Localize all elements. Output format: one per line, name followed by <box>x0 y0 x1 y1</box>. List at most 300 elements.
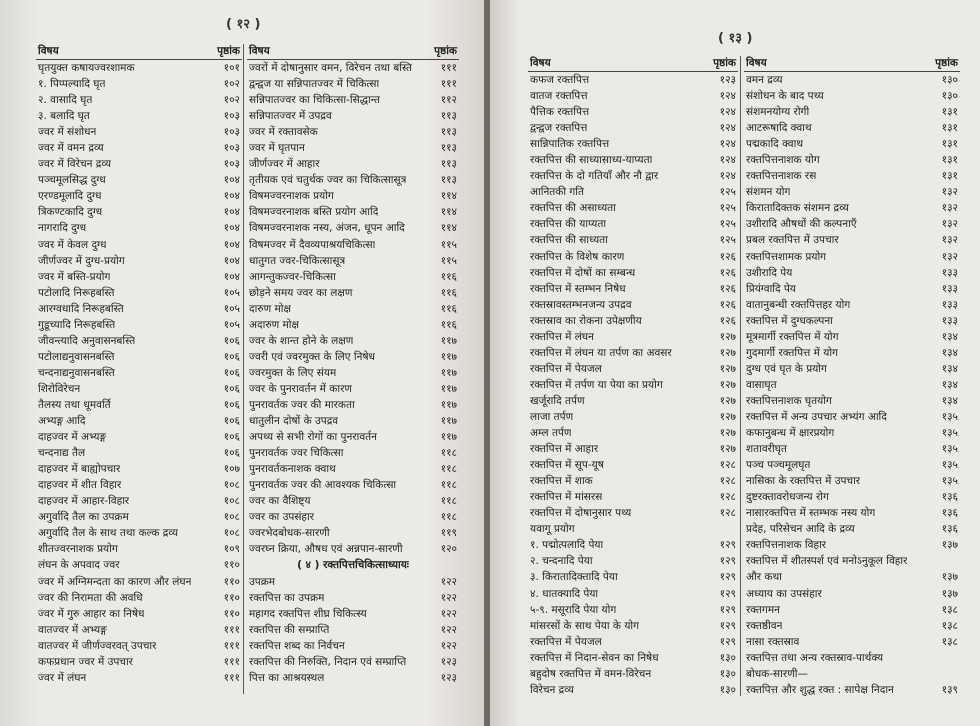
toc-entry-title: संशमनयोग्य रोगी <box>746 106 810 119</box>
toc-entry <box>36 525 242 541</box>
toc-entry <box>744 297 960 313</box>
toc-entry-title: अगुर्वादि तैल का उपक्रम <box>38 511 129 524</box>
toc-entry <box>36 269 242 285</box>
toc-entry-page: १०६ <box>223 350 240 363</box>
toc-entry-title: घृतयुक्त कषायज्वरशामक <box>38 62 135 75</box>
toc-column <box>744 56 960 698</box>
toc-entry-page: १०६ <box>223 334 240 347</box>
toc-entry-page: ११८ <box>440 447 457 460</box>
toc-entry-page: १२४ <box>719 170 736 183</box>
toc-entry-title: १. पिप्पल्यादि घृत <box>38 78 106 91</box>
toc-entry <box>528 618 738 634</box>
toc-entry-page: ११६ <box>440 318 457 331</box>
header-page: पृष्ठांक <box>434 45 457 57</box>
toc-entry-title: द्वन्द्वज या सन्निपातज्वर में चिकित्सा <box>249 78 380 91</box>
toc-entry-page: ११० <box>223 591 240 604</box>
toc-entry <box>744 505 960 521</box>
toc-entry <box>528 104 738 120</box>
toc-entry-title: रक्तपित्तशामक प्रयोग <box>746 250 827 263</box>
toc-entry <box>744 152 960 168</box>
toc-column <box>247 44 459 686</box>
toc-entry-page: १११ <box>223 623 240 636</box>
toc-entry <box>247 365 459 381</box>
page-number: ( १३ ) <box>718 31 753 46</box>
toc-entry <box>744 313 960 329</box>
toc-entry-title: ज्वर के पुनरावर्तन में कारण <box>249 382 352 395</box>
toc-entry <box>744 602 960 618</box>
header-page: पृष्ठांक <box>935 57 958 69</box>
toc-entry <box>36 541 242 557</box>
toc-entry-title: ज्वरभेदबोधक-सारणी <box>249 527 330 540</box>
toc-entry-title: विषमज्वर में दैवव्यपाश्रयचिकित्सा <box>249 238 376 251</box>
toc-entry-page: १०४ <box>223 254 240 267</box>
toc-entry-title: ३. किरातादिक्तादि पेया <box>530 571 618 584</box>
toc-entry-page: १३१ <box>941 170 958 183</box>
toc-entry <box>247 60 459 76</box>
toc-entry-page: १३२ <box>941 218 958 231</box>
toc-entry <box>744 120 960 136</box>
toc-entry <box>247 525 459 541</box>
toc-entry <box>744 441 960 457</box>
toc-entry-page: १२३ <box>440 655 457 668</box>
toc-entry <box>36 92 242 108</box>
toc-entry-title: द्वन्द्वज रक्तपित्त <box>530 122 588 135</box>
toc-entry-page: १११ <box>440 62 457 75</box>
toc-entry-title: लाजा तर्पण <box>530 411 574 423</box>
toc-entry-page: १२७ <box>719 394 736 407</box>
toc-entry-title: रक्तपित्तनाशक विहार <box>746 539 827 552</box>
toc-entry-title: रक्तपित्त तथा अन्य रक्तस्राव-पार्थक्य <box>746 651 884 664</box>
toc-entry <box>744 650 960 666</box>
toc-entry-title: गुदमार्गी रक्तपित्त में योग <box>746 346 838 359</box>
toc-entry-page: ११४ <box>440 206 457 219</box>
toc-entry-page: ११६ <box>440 286 457 299</box>
toc-entry <box>36 365 242 381</box>
toc-entry-page: १२८ <box>719 475 736 488</box>
toc-entry-title: तृतीयक एवं चतुर्थक ज्वर का चिकित्सासूत्र <box>249 174 407 187</box>
toc-entry <box>36 445 242 461</box>
toc-entry-page: १०१ <box>223 62 240 75</box>
toc-entry-page: १०६ <box>223 399 240 411</box>
toc-entry-title: उशीरादि औषधों की कल्पनाएँ <box>746 218 857 231</box>
toc-entry-page: ११८ <box>440 479 457 492</box>
toc-entry-page: १११ <box>440 78 457 91</box>
toc-entry-title: किरातादिक्तक संशमन द्रव्य <box>746 202 849 215</box>
toc-entry-page: ११७ <box>440 334 457 347</box>
toc-entry-title: वमन द्रव्य <box>746 74 783 87</box>
toc-entry <box>36 429 242 445</box>
toc-entry-title: संशमन योग <box>746 186 791 199</box>
toc-entry-page: १२५ <box>719 186 736 199</box>
toc-entry-title: बहुदोष रक्तपित्त में वमन-विरेचन <box>530 667 652 680</box>
toc-entry <box>528 361 738 377</box>
toc-entry <box>528 457 738 473</box>
toc-entry-page: ११५ <box>440 238 457 251</box>
toc-entry-title: वातज रक्तपित्त <box>530 90 588 103</box>
toc-entry-page: १११ <box>223 655 240 668</box>
toc-entry-page: १३८ <box>941 635 958 648</box>
toc-entry-title: रक्तपित्त और शुद्ध रक्त : सापेक्ष निदान <box>746 683 894 696</box>
toc-entry-title: २. वासादि घृत <box>38 94 93 107</box>
toc-entry <box>36 590 242 606</box>
toc-entry <box>528 232 738 248</box>
toc-entry-page: १३१ <box>941 154 958 167</box>
toc-entry <box>744 586 960 602</box>
toc-entry-page: १२९ <box>719 571 736 584</box>
page-number: ( १२ ) <box>226 17 261 32</box>
toc-entry-title: पुनरावर्तक ज्वर की आवश्यक चिकित्सा <box>249 479 397 492</box>
toc-entry-title: पटोलाद्यनुवासनबस्ति <box>38 350 115 363</box>
toc-entry-page: १२६ <box>719 266 736 279</box>
toc-entry <box>528 489 738 505</box>
toc-entry <box>36 108 242 124</box>
toc-entry <box>247 140 459 156</box>
toc-entry-title: पुनरावर्तक ज्वर चिकित्सा <box>249 447 344 460</box>
toc-entry <box>247 622 459 638</box>
toc-entry <box>247 429 459 445</box>
toc-entry <box>528 152 738 168</box>
toc-entry <box>744 393 960 409</box>
toc-entry <box>528 184 738 200</box>
header-subject: विषय <box>746 57 767 69</box>
toc-entry <box>36 253 242 269</box>
toc-entry-title: अध्याय का उपसंहार <box>746 587 822 600</box>
toc-entry-page: १२७ <box>719 411 736 423</box>
toc-entry <box>528 297 738 313</box>
toc-entry-title: शिरोविरेचन <box>38 382 81 395</box>
toc-entry <box>528 602 738 618</box>
toc-entry-title: आटरूषादि क्वाथ <box>746 122 812 135</box>
toc-entry <box>36 301 242 317</box>
toc-entry-title: रक्तपित्तनाशक योग <box>746 154 820 167</box>
toc-entry <box>528 249 738 265</box>
toc-entry <box>528 281 738 297</box>
toc-entry-title: पञ्च पञ्चमूलघृत <box>746 459 811 472</box>
toc-entry-title: मांसरसों के साथ पेया के योग <box>530 619 640 632</box>
toc-entry <box>247 574 459 590</box>
toc-entry <box>528 120 738 136</box>
toc-entry-page: १३५ <box>941 411 958 423</box>
toc-entry-title: दाहज्वर में आहार-विहार <box>38 495 130 508</box>
toc-entry <box>528 409 738 425</box>
toc-entry-page: ११८ <box>440 511 457 524</box>
toc-entry-page: १३२ <box>941 202 958 215</box>
toc-entry <box>36 670 242 686</box>
toc-entry-page: १०२ <box>223 94 240 107</box>
toc-entry-page: १३० <box>719 683 736 696</box>
toc-entry <box>36 461 242 477</box>
toc-entry <box>744 537 960 553</box>
toc-entry-page: १३८ <box>941 619 958 632</box>
toc-entry-page: १०६ <box>223 366 240 379</box>
toc-entry <box>36 76 242 92</box>
toc-entry-page: ११३ <box>440 142 457 155</box>
toc-entry <box>36 557 242 573</box>
toc-entry <box>744 281 960 297</box>
toc-entry-page: १३० <box>719 667 736 680</box>
toc-entry <box>247 317 459 333</box>
toc-entry-page: १२२ <box>440 591 457 604</box>
toc-entry <box>247 285 459 301</box>
toc-entry-title: आनितकी गति <box>530 186 584 199</box>
toc-entry-page: १२६ <box>719 282 736 295</box>
toc-entry-title: ५-९. मसूरादि पेया योग <box>530 603 617 616</box>
toc-entry <box>247 204 459 220</box>
toc-entry-page: १३५ <box>941 443 958 456</box>
toc-entry-page: ११० <box>223 607 240 620</box>
toc-entry-page: १२९ <box>719 619 736 632</box>
toc-entry <box>247 269 459 285</box>
toc-entry <box>36 124 242 140</box>
toc-entry <box>247 606 459 622</box>
toc-entry-title: रक्तगमन <box>746 603 780 616</box>
toc-entry-page: १०६ <box>223 415 240 428</box>
toc-entry <box>247 670 459 686</box>
toc-entry-page: १२७ <box>719 362 736 375</box>
toc-entry <box>528 666 738 682</box>
toc-entry-title: यवागू प्रयोग <box>530 523 575 536</box>
toc-entry <box>36 477 242 493</box>
toc-entry-title: रक्तपित्त की सम्प्राप्ति <box>249 623 330 636</box>
toc-entry <box>528 537 738 553</box>
toc-entry-title: बोधक-सारणी— <box>746 667 808 680</box>
toc-entry-page: ११७ <box>440 366 457 379</box>
toc-entry-page: १२६ <box>719 314 736 327</box>
toc-entry-title: गुडूच्यादि निरूहबस्ति <box>38 318 116 331</box>
toc-entry <box>247 253 459 269</box>
toc-entry-page: १२९ <box>719 555 736 568</box>
toc-entry <box>528 88 738 104</box>
toc-entry-page: १११ <box>223 671 240 684</box>
toc-entry-page: १०५ <box>223 286 240 299</box>
toc-entry <box>36 156 242 172</box>
toc-entry-title: रक्तपित्त में शाक <box>530 475 593 488</box>
toc-entry <box>247 541 459 557</box>
toc-entry-title: ज्वरी एवं ज्वरमुक्त के लिए निषेध <box>249 350 376 363</box>
toc-entry-page: १३० <box>941 90 958 103</box>
toc-column <box>36 44 242 686</box>
toc-entry-title: रक्तस्रावस्तम्भनजन्य उपद्रव <box>530 298 632 311</box>
toc-entry-page: ११८ <box>440 463 457 476</box>
toc-entry-title: ज्वर में रक्तावसेक <box>249 126 318 139</box>
toc-entry-page: १३१ <box>941 122 958 135</box>
toc-entry-page: १०३ <box>223 126 240 139</box>
toc-entry-page: ११६ <box>440 302 457 315</box>
toc-entry-title: ज्वर का उपसंहार <box>249 511 315 524</box>
toc-entry-page: ११३ <box>440 174 457 187</box>
toc-entry-page: १३४ <box>941 378 958 391</box>
toc-entry-page: १२६ <box>719 298 736 311</box>
toc-entry-title: रक्तपित्त में आहार <box>530 443 599 456</box>
toc-entry-page: १०४ <box>223 190 240 203</box>
toc-entry-title: ज्वर में गुरु आहार का निषेध <box>38 607 145 620</box>
toc-entry-title: रक्तपित्त में सूप-यूष <box>530 459 604 472</box>
toc-entry-page: १३३ <box>941 266 958 279</box>
toc-entry-title: ज्वर में लंघन <box>38 671 87 684</box>
toc-entry-page: १०३ <box>223 158 240 171</box>
toc-entry-page: १२८ <box>719 459 736 472</box>
toc-entry-title: रक्तपित्त में लंघन <box>530 330 594 343</box>
toc-entry <box>528 521 738 537</box>
toc-entry-page: १३६ <box>941 491 958 504</box>
toc-entry <box>36 606 242 622</box>
toc-entry <box>247 333 459 349</box>
toc-entry-page: १२२ <box>440 639 457 652</box>
toc-entry <box>247 654 459 670</box>
toc-entry <box>528 682 738 698</box>
column-header <box>744 56 960 72</box>
toc-entry-title: वातानुबन्धी रक्तपित्तहर योग <box>746 298 851 311</box>
toc-entry-title: अम्ल तर्पण <box>530 427 572 440</box>
toc-entry-title: नागरादि दुग्ध <box>38 222 87 235</box>
toc-entry-page: ११७ <box>440 399 457 411</box>
toc-entry-title: पद्मकादि क्वाथ <box>746 138 804 151</box>
toc-entry-page: ११३ <box>440 126 457 139</box>
toc-entry-title: पित्त का आश्रयस्थल <box>249 671 325 684</box>
toc-entry-page: १२४ <box>719 154 736 167</box>
toc-entry-title: दाहज्वर में अभ्यङ्ग <box>38 431 107 444</box>
toc-entry-title: रक्तपित्त की साध्यासाध्य-याप्यता <box>530 154 653 167</box>
toc-entry-title: पटोलादि निरूहबस्ति <box>38 286 115 299</box>
toc-entry-page: १२९ <box>719 539 736 552</box>
toc-entry-page: १३७ <box>941 539 958 552</box>
toc-entry-title: विषमज्वरनाशक बस्ति प्रयोग आदि <box>249 206 379 219</box>
toc-entry-title: दाहज्वर में शीत विहार <box>38 479 122 492</box>
toc-entry-title: सान्निपातिक रक्तपित्त <box>530 138 610 151</box>
toc-entry-page: १३४ <box>941 330 958 343</box>
toc-entry-title: रक्तपित्त की याप्यता <box>530 218 607 231</box>
toc-entry-title: वातज्वर में जीर्णज्वरवत् उपचार <box>38 639 157 652</box>
toc-entry-title: आगन्तुकज्वर-चिकित्सा <box>249 270 336 283</box>
toc-entry <box>744 345 960 361</box>
toc-entry-title: ज्वर में वमन द्रव्य <box>38 142 104 155</box>
toc-entry <box>744 489 960 505</box>
toc-entry-page: १३५ <box>941 475 958 488</box>
toc-entry <box>744 569 960 585</box>
toc-entry-title: पुनरावर्तक ज्वर की मारकता <box>249 399 355 411</box>
toc-entry <box>36 413 242 429</box>
toc-entry <box>528 441 738 457</box>
toc-entry-page: ११३ <box>440 110 457 123</box>
toc-entry-title: रक्तपित्त शब्द का निर्वचन <box>249 639 345 652</box>
toc-entry-page: ११५ <box>440 254 457 267</box>
toc-entry <box>744 666 960 682</box>
toc-entry-title: चन्दनाद्य तैल <box>38 447 86 460</box>
toc-entry <box>36 381 242 397</box>
toc-entry-page: १२७ <box>719 330 736 343</box>
toc-entry <box>744 104 960 120</box>
toc-entry-page: १२७ <box>719 378 736 391</box>
toc-entry <box>36 333 242 349</box>
toc-entry <box>247 509 459 525</box>
toc-entry-title: तैलस्य तथा धूमवर्ति <box>38 399 111 411</box>
toc-entry-page: १३६ <box>941 507 958 520</box>
toc-entry <box>247 172 459 188</box>
toc-entry-title: जीर्णज्वर में आहार <box>249 158 320 171</box>
toc-entry-title: रक्तपित्त के विशेष कारण <box>530 250 625 263</box>
toc-entry <box>744 168 960 184</box>
toc-entry-title: त्रिकण्टकादि दुग्ध <box>38 206 103 219</box>
toc-column <box>528 56 738 698</box>
toc-entry-title: शीतज्वरनाशक प्रयोग <box>38 543 118 556</box>
toc-entry-title: दारुण मोक्ष <box>249 302 292 315</box>
toc-entry <box>528 569 738 585</box>
toc-entry-title: जीवन्त्यादि अनुवासनबस्ति <box>38 334 136 347</box>
toc-entry-page: ११० <box>223 559 240 572</box>
toc-entry-title: रक्तपित्त में दोषानुसार पथ्य <box>530 507 632 520</box>
toc-entry-page: १३३ <box>941 298 958 311</box>
toc-entry-page: ११७ <box>440 382 457 395</box>
toc-entry <box>36 654 242 670</box>
toc-entry <box>247 461 459 477</box>
toc-entry-title: रक्तपित्त में निदान-सेवन का निषेध <box>530 651 659 664</box>
toc-entry <box>528 168 738 184</box>
toc-entry <box>528 136 738 152</box>
toc-entry <box>36 188 242 204</box>
toc-entry-page: १३४ <box>941 362 958 375</box>
toc-entry-title: रक्तष्ठीवन <box>746 619 783 632</box>
toc-entry-title: प्रबल रक्तपित्त में उपचार <box>746 234 839 247</box>
toc-entry-page: १२० <box>440 543 457 556</box>
header-page: पृष्ठांक <box>713 57 736 69</box>
toc-entry-title: खर्जूरादि तर्पण <box>530 394 585 407</box>
toc-entry <box>247 557 459 573</box>
toc-entry-page: ११२ <box>440 94 457 107</box>
toc-entry <box>36 140 242 156</box>
toc-entry <box>36 622 242 638</box>
toc-entry-page: १०४ <box>223 206 240 219</box>
column-divider <box>243 44 244 694</box>
toc-entry-title: रक्तपित्त में स्तम्भन निषेध <box>530 282 626 295</box>
toc-entry <box>744 200 960 216</box>
toc-list <box>528 72 738 698</box>
toc-entry <box>744 634 960 650</box>
toc-entry <box>36 317 242 333</box>
toc-entry <box>36 60 242 76</box>
toc-entry-title: रक्तपित्तनाशक रस <box>746 170 817 183</box>
toc-entry-page: १२४ <box>719 106 736 119</box>
toc-entry-title: ज्वर में विरेचन द्रव्य <box>38 158 112 171</box>
toc-entry-title: रक्तपित्त में दोषों का सम्बन्ध <box>530 266 636 279</box>
toc-entry-page: १३८ <box>941 603 958 616</box>
toc-entry-page: १३७ <box>941 571 958 584</box>
toc-entry-page: १२७ <box>719 346 736 359</box>
toc-entry-title: दाहज्वर में बाह्योपचार <box>38 463 121 476</box>
toc-entry <box>528 313 738 329</box>
toc-entry-title: ज्वर में संशोधन <box>38 126 97 139</box>
toc-entry <box>528 72 738 88</box>
toc-entry-page: ११६ <box>440 270 457 283</box>
toc-entry-title: ३. बलादि घृत <box>38 110 90 123</box>
toc-entry-title: रक्तपित्त की साध्यता <box>530 234 608 247</box>
toc-entry <box>247 445 459 461</box>
toc-entry <box>528 650 738 666</box>
toc-entry <box>36 172 242 188</box>
toc-entry <box>247 381 459 397</box>
toc-entry <box>744 361 960 377</box>
toc-entry-title: रक्तपित्त में लंघन या तर्पण का अवसर <box>530 346 672 359</box>
toc-entry-title: और कथा <box>746 571 782 584</box>
toc-entry-title: धातुगत ज्वर-चिकित्सासूत्र <box>249 254 346 267</box>
toc-entry <box>744 329 960 345</box>
toc-entry <box>744 682 960 698</box>
toc-entry-page: १०६ <box>223 431 240 444</box>
toc-entry <box>247 188 459 204</box>
toc-entry <box>247 108 459 124</box>
toc-entry-title: पैत्तिक रक्तपित्त <box>530 106 590 119</box>
toc-entry-title: वातज्वर में अभ्यङ्ग <box>38 623 107 636</box>
toc-list <box>36 60 242 686</box>
